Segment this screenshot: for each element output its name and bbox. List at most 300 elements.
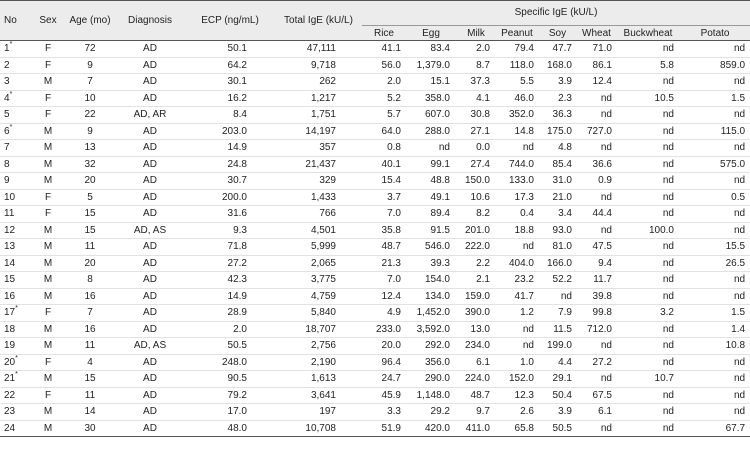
cell-milk: 10.6: [470, 191, 490, 203]
table-row: [0, 305, 750, 322]
cell-peanut: 152.0: [508, 373, 534, 384]
header-allergen-egg: Egg: [406, 26, 456, 41]
cell-diagnosis: AD: [143, 142, 157, 153]
cell-rice: 5.2: [387, 92, 401, 104]
cell-diagnosis: AD: [143, 208, 157, 219]
cell-peanut: 404.0: [508, 257, 534, 269]
table-row: [0, 354, 750, 371]
cell-diagnosis: AD: [143, 406, 157, 417]
cell-soy: 29.1: [552, 373, 572, 384]
cell-sex: F: [44, 356, 52, 368]
cell-ecp: 8.4: [233, 109, 247, 120]
footnote-mark: *: [9, 41, 13, 48]
table-row: [0, 123, 750, 140]
cell-ecp: 27.2: [227, 257, 247, 269]
cell-ecp: 64.2: [227, 59, 247, 71]
table-row: [0, 189, 750, 206]
cell-peanut: 1.2: [520, 307, 534, 318]
cell-soy: 85.4: [552, 158, 572, 170]
cell-age: 7: [87, 307, 93, 318]
cell-soy: 11.5: [553, 323, 572, 335]
cell-diagnosis: AD: [143, 158, 157, 170]
cell-peanut: nd: [522, 323, 534, 335]
cell-total-ige: 3,775: [310, 274, 336, 285]
cell-diagnosis: AD: [143, 191, 157, 203]
cell-egg: 288.0: [424, 125, 450, 137]
cell-sex: M: [43, 257, 53, 269]
cell-rice: 48.7: [381, 241, 401, 252]
cell-potato: nd: [733, 356, 746, 368]
cell-milk: 8.2: [476, 208, 490, 219]
cell-rice: 7.0: [387, 274, 401, 285]
cell-soy: 175.0: [546, 125, 572, 137]
cell-wheat: 27.2: [592, 356, 612, 368]
cell-wheat: 67.5: [592, 389, 612, 401]
cell-soy: 81.0: [552, 241, 572, 252]
cell-buckwheat: nd: [662, 340, 674, 351]
cell-peanut: 5.5: [520, 76, 534, 87]
cell-potato: nd: [733, 142, 746, 153]
cell-buckwheat: nd: [662, 142, 674, 153]
cell-milk: 9.7: [476, 406, 490, 417]
cell-rice: 56.0: [381, 59, 401, 71]
cell-no: 17*: [4, 305, 18, 318]
cell-peanut: 79.4: [514, 43, 534, 54]
cell-buckwheat: nd: [662, 158, 674, 170]
cell-total-ige: 197: [319, 406, 336, 417]
cell-total-ige: 1,433: [310, 191, 336, 203]
header-allergen-potato: Potato: [680, 26, 750, 41]
cell-wheat: 99.8: [592, 307, 612, 318]
table-row: [0, 222, 750, 239]
cell-total-ige: 766: [319, 208, 336, 219]
cell-soy: 47.7: [552, 43, 572, 54]
cell-potato: 67.7: [725, 422, 746, 434]
table-row: [0, 41, 750, 58]
cell-egg: 154.0: [424, 274, 450, 285]
cell-potato: nd: [733, 76, 746, 87]
cell-milk: 150.0: [464, 175, 490, 186]
cell-egg: 1,148.0: [416, 389, 450, 401]
cell-soy: 4.8: [558, 142, 572, 153]
cell-no: 1*: [4, 41, 13, 54]
cell-peanut: nd: [522, 241, 534, 252]
cell-buckwheat: nd: [662, 389, 674, 401]
cell-sex: M: [43, 406, 53, 417]
cell-age: 9: [87, 125, 93, 137]
cell-sex: M: [43, 125, 53, 137]
cell-diagnosis: AD: [143, 43, 157, 54]
table-row: [0, 90, 750, 107]
cell-buckwheat: nd: [662, 406, 674, 417]
cell-soy: 31.0: [552, 175, 572, 186]
cell-age: 5: [87, 191, 93, 203]
cell-rice: 96.4: [381, 356, 401, 368]
cell-wheat: 47.5: [592, 241, 612, 252]
cell-no: 11: [4, 208, 15, 219]
cell-wheat: 712.0: [586, 323, 612, 335]
cell-rice: 4.9: [387, 307, 401, 318]
cell-milk: 159.0: [464, 290, 490, 302]
cell-buckwheat: nd: [662, 274, 674, 285]
footnote-mark: *: [9, 123, 13, 131]
cell-sex: M: [43, 274, 53, 285]
cell-potato: nd: [733, 373, 746, 384]
cell-milk: 0.0: [476, 142, 490, 153]
cell-wheat: 727.0: [586, 125, 612, 137]
cell-age: 9: [87, 59, 93, 71]
cell-ecp: 48.0: [227, 422, 247, 434]
table-row: [0, 272, 750, 289]
cell-total-ige: 1,751: [310, 109, 336, 120]
cell-soy: 52.2: [552, 274, 572, 285]
cell-peanut: 352.0: [508, 109, 534, 120]
cell-ecp: 30.7: [227, 175, 247, 186]
cell-total-ige: 1,217: [310, 92, 336, 104]
cell-no: 19: [4, 340, 16, 351]
cell-potato: 0.5: [731, 191, 746, 203]
header-total-ige: Total IgE (kU/L): [275, 1, 362, 41]
cell-age: 32: [84, 158, 96, 170]
cell-ecp: 31.6: [227, 208, 247, 219]
cell-sex: M: [43, 323, 53, 335]
cell-ecp: 9.3: [233, 224, 247, 236]
table-row: [0, 140, 750, 157]
cell-peanut: nd: [522, 142, 534, 153]
cell-buckwheat: nd: [662, 323, 674, 335]
cell-total-ige: 329: [319, 175, 336, 186]
cell-no: 10: [4, 191, 16, 203]
cell-peanut: 46.0: [514, 92, 534, 104]
cell-potato: 1.4: [731, 323, 746, 335]
cell-diagnosis: AD: [143, 422, 157, 434]
cell-egg: 546.0: [424, 241, 450, 252]
cell-sex: F: [44, 109, 52, 120]
header-specific-ige: Specific IgE (kU/L): [362, 1, 750, 26]
cell-peanut: 18.8: [514, 224, 534, 236]
table-row: [0, 57, 750, 74]
cell-soy: 50.5: [552, 422, 572, 434]
cell-diagnosis: AD: [143, 274, 157, 285]
cell-total-ige: 21,437: [305, 158, 336, 170]
cell-milk: 2.1: [476, 274, 490, 285]
cell-rice: 233.0: [375, 323, 401, 335]
cell-wheat: nd: [600, 340, 612, 351]
cell-buckwheat: nd: [662, 422, 674, 434]
cell-peanut: 65.8: [514, 422, 534, 434]
cell-peanut: 2.6: [520, 406, 534, 417]
cell-age: 7: [87, 76, 93, 87]
cell-egg: 39.3: [430, 257, 450, 269]
header-no: No: [0, 1, 31, 41]
cell-age: 16: [84, 290, 96, 302]
cell-peanut: nd: [522, 340, 534, 351]
cell-sex: M: [43, 340, 53, 351]
cell-milk: 37.3: [470, 76, 490, 87]
cell-sex: M: [43, 224, 53, 236]
cell-no: 21*: [4, 371, 18, 384]
cell-wheat: 86.1: [592, 59, 612, 71]
cell-sex: F: [44, 43, 52, 54]
cell-soy: 3.9: [558, 76, 572, 87]
cell-rice: 20.0: [381, 340, 401, 351]
cell-sex: F: [44, 307, 52, 318]
cell-potato: 115.0: [720, 125, 746, 137]
cell-total-ige: 1,613: [310, 373, 336, 384]
cell-total-ige: 2,756: [310, 340, 336, 351]
cell-wheat: 6.1: [598, 406, 612, 417]
cell-milk: 2.0: [476, 43, 490, 54]
table-row: [0, 107, 750, 124]
cell-no: 14: [4, 257, 16, 269]
table-row: [0, 74, 750, 91]
cell-total-ige: 47,111: [306, 43, 336, 54]
cell-egg: nd: [438, 142, 450, 153]
cell-buckwheat: 100.0: [648, 224, 674, 236]
cell-peanut: 23.2: [514, 274, 534, 285]
cell-rice: 45.9: [381, 389, 401, 401]
cell-ecp: 28.9: [227, 307, 247, 318]
cell-soy: 21.0: [552, 191, 572, 203]
cell-milk: 411.0: [465, 422, 490, 434]
cell-peanut: 118.0: [509, 59, 534, 71]
cell-milk: 201.0: [464, 224, 490, 236]
cell-buckwheat: nd: [662, 208, 674, 219]
cell-soy: 166.0: [546, 257, 572, 269]
cell-sex: M: [43, 175, 53, 186]
cell-ecp: 42.3: [227, 274, 247, 285]
cell-soy: 199.0: [546, 340, 572, 351]
cell-age: 10: [84, 92, 96, 104]
cell-soy: 7.9: [558, 307, 572, 318]
cell-total-ige: 3,641: [310, 389, 336, 401]
cell-age: 30: [84, 422, 96, 434]
cell-wheat: 71.0: [592, 43, 612, 54]
table-row: [0, 338, 750, 355]
cell-egg: 290.0: [424, 373, 450, 384]
cell-soy: 4.4: [558, 356, 572, 368]
cell-total-ige: 357: [319, 142, 336, 153]
cell-rice: 15.4: [381, 175, 401, 186]
cell-age: 72: [84, 43, 96, 54]
cell-milk: 234.0: [464, 340, 490, 351]
cell-wheat: nd: [600, 92, 612, 104]
cell-age: 11: [84, 340, 96, 351]
table-body: [0, 41, 750, 437]
cell-no: 20*: [4, 354, 18, 368]
cell-rice: 0.8: [387, 142, 401, 153]
cell-no: 2: [4, 59, 10, 71]
cell-no: 7: [4, 142, 10, 153]
cell-soy: 36.3: [552, 109, 572, 120]
cell-no: 6*: [4, 123, 13, 137]
cell-age: 8: [87, 274, 93, 285]
cell-egg: 356.0: [424, 356, 450, 368]
cell-sex: M: [43, 422, 53, 434]
cell-wheat: 12.4: [592, 76, 612, 87]
cell-age: 15: [84, 224, 96, 236]
cell-ecp: 24.8: [227, 158, 247, 170]
cell-rice: 12.4: [381, 290, 401, 302]
cell-wheat: nd: [600, 191, 612, 203]
cell-age: 15: [84, 373, 96, 384]
cell-potato: 26.5: [725, 257, 746, 269]
cell-egg: 99.1: [430, 158, 450, 170]
cell-age: 11: [84, 389, 96, 401]
cell-peanut: 744.0: [508, 158, 534, 170]
cell-diagnosis: AD: [143, 257, 157, 269]
cell-rice: 24.7: [381, 373, 401, 384]
cell-no: 4*: [4, 90, 13, 104]
cell-no: 23: [4, 406, 16, 417]
cell-potato: 15.5: [725, 241, 746, 252]
cell-sex: M: [43, 158, 53, 170]
header-allergen-wheat: Wheat: [577, 26, 616, 41]
cell-total-ige: 2,190: [310, 356, 336, 368]
cell-no: 5: [4, 109, 10, 120]
cell-milk: 30.8: [470, 109, 490, 120]
cell-buckwheat: nd: [662, 109, 674, 120]
table-row: [0, 288, 750, 305]
cell-ecp: 2.0: [233, 323, 247, 335]
cell-diagnosis: AD, AR: [133, 109, 167, 120]
cell-buckwheat: nd: [662, 191, 674, 203]
cell-age: 14: [84, 406, 96, 417]
cell-sex: M: [43, 373, 53, 384]
cell-total-ige: 2,065: [310, 257, 336, 269]
cell-potato: nd: [733, 208, 746, 219]
cell-peanut: 133.0: [508, 175, 534, 186]
footnote-mark: *: [15, 371, 18, 378]
cell-potato: nd: [733, 109, 746, 120]
cell-ecp: 203.0: [221, 125, 247, 137]
cell-age: 15: [84, 208, 96, 219]
header-allergen-peanut: Peanut: [496, 26, 538, 41]
cell-potato: 1.5: [731, 307, 746, 318]
cell-egg: 358.0: [424, 92, 450, 104]
cell-milk: 48.7: [470, 389, 490, 401]
cell-potato: 859.0: [720, 59, 746, 71]
table-row: [0, 173, 750, 190]
cell-potato: 575.0: [720, 158, 746, 170]
cell-soy: 168.0: [546, 59, 572, 71]
cell-soy: 2.3: [558, 92, 572, 104]
cell-wheat: nd: [600, 109, 612, 120]
cell-ecp: 14.9: [227, 290, 247, 302]
cell-rice: 3.7: [387, 191, 401, 203]
cell-diagnosis: AD, AS: [133, 340, 167, 351]
cell-rice: 35.8: [381, 224, 401, 236]
cell-sex: M: [43, 241, 53, 252]
cell-sex: F: [44, 208, 52, 219]
cell-wheat: 39.8: [592, 290, 612, 302]
cell-total-ige: 9,718: [310, 59, 336, 71]
cell-total-ige: 4,501: [310, 224, 336, 236]
cell-buckwheat: nd: [662, 241, 674, 252]
cell-milk: 6.1: [476, 356, 490, 368]
cell-milk: 27.1: [470, 125, 490, 137]
cell-soy: 3.9: [558, 406, 572, 417]
table-row: [0, 156, 750, 173]
cell-milk: 2.2: [476, 257, 490, 269]
cell-rice: 51.9: [381, 422, 401, 434]
cell-ecp: 30.1: [227, 76, 247, 87]
cell-buckwheat: nd: [662, 125, 674, 137]
table-row: [0, 239, 750, 256]
cell-ecp: 71.8: [227, 241, 247, 252]
table-row: [0, 371, 750, 388]
cell-buckwheat: 3.2: [660, 307, 674, 318]
cell-diagnosis: AD: [143, 92, 157, 104]
cell-ecp: 50.5: [227, 340, 247, 351]
cell-buckwheat: nd: [662, 356, 674, 368]
cell-total-ige: 5,840: [310, 307, 336, 318]
footnote-mark: *: [15, 305, 18, 312]
cell-peanut: 41.7: [514, 290, 534, 302]
header-age: Age (mo): [65, 1, 115, 41]
cell-rice: 64.0: [381, 125, 401, 137]
cell-rice: 7.0: [387, 208, 401, 219]
cell-egg: 134.0: [424, 290, 450, 302]
cell-soy: 50.4: [552, 389, 572, 401]
cell-age: 20: [84, 257, 96, 269]
cell-age: 11: [84, 241, 96, 252]
cell-peanut: 14.8: [514, 125, 534, 137]
cell-diagnosis: AD, AS: [133, 224, 167, 236]
table-row: [0, 206, 750, 223]
cell-potato: 1.5: [731, 92, 746, 104]
cell-rice: 41.1: [381, 43, 401, 54]
cell-peanut: 17.3: [514, 191, 534, 203]
cell-diagnosis: AD: [143, 241, 157, 252]
cell-potato: nd: [733, 224, 746, 236]
cell-total-ige: 10,708: [305, 422, 336, 434]
footnote-mark: *: [9, 90, 13, 98]
cell-rice: 21.3: [381, 257, 401, 269]
cell-no: 9: [4, 175, 10, 186]
cell-wheat: 0.9: [598, 175, 612, 186]
cell-milk: 4.1: [476, 92, 490, 104]
cell-egg: 607.0: [424, 109, 450, 120]
cell-ecp: 90.5: [227, 373, 247, 384]
cell-rice: 2.0: [387, 76, 401, 87]
cell-soy: 3.4: [558, 208, 572, 219]
header-sex: Sex: [31, 1, 65, 41]
cell-wheat: nd: [600, 422, 612, 434]
cell-soy: nd: [560, 290, 572, 302]
cell-ecp: 248.0: [221, 356, 247, 368]
cell-age: 4: [87, 356, 93, 368]
cell-buckwheat: nd: [662, 257, 674, 269]
table-row: [0, 255, 750, 272]
cell-ecp: 50.1: [227, 43, 247, 54]
cell-diagnosis: AD: [143, 307, 157, 318]
cell-ecp: 16.2: [227, 92, 247, 104]
cell-peanut: 1.0: [520, 356, 534, 368]
cell-no: 8: [4, 158, 10, 170]
cell-egg: 89.4: [430, 208, 450, 219]
cell-milk: 8.7: [476, 59, 490, 71]
cell-diagnosis: AD: [143, 356, 157, 368]
cell-buckwheat: 5.8: [660, 59, 674, 71]
cell-buckwheat: nd: [662, 175, 674, 186]
header-diagnosis: Diagnosis: [115, 1, 185, 41]
cell-no: 12: [4, 224, 16, 236]
table-row: [0, 321, 750, 338]
cell-wheat: 9.4: [598, 257, 612, 269]
cell-wheat: 36.6: [592, 158, 612, 170]
cell-total-ige: 18,707: [305, 323, 336, 335]
